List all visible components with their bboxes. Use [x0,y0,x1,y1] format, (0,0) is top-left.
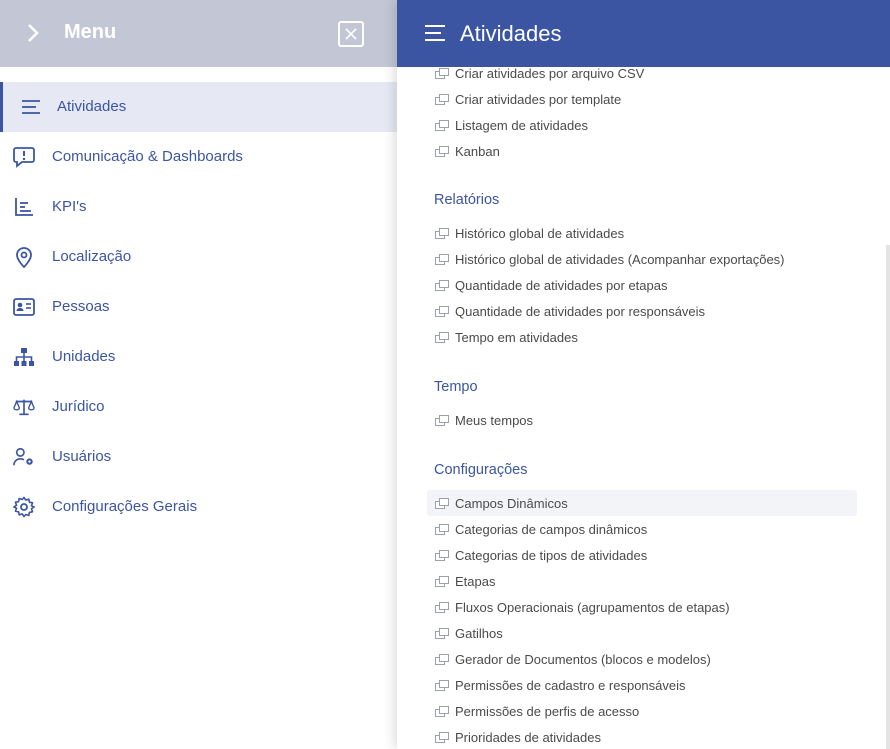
menu-item-label: Pessoas [52,298,110,315]
external-link-icon [435,576,448,586]
external-link-icon [435,94,448,104]
activities-panel [397,0,890,749]
menu-item-label: KPI's [52,198,87,215]
user-settings-icon [13,446,35,468]
id-card-icon [13,296,35,318]
link-item[interactable]: Prioridades de atividades [427,724,857,749]
external-link-icon [435,550,448,560]
link-item[interactable]: Histórico global de atividades (Acompanhar exportações) [427,246,857,272]
menu-item-configuracoes-gerais[interactable] [0,482,397,532]
panel-header [397,0,890,67]
link-item[interactable]: Gerador de Documentos (blocos e modelos) [427,646,857,672]
external-link-icon [435,654,448,664]
link-item[interactable]: Categorias de tipos de atividades [427,542,857,568]
link-item[interactable]: Fluxos Operacionais (agrupamentos de etapas) [427,594,857,620]
section-title-tempo: Tempo [434,379,478,395]
link-item[interactable]: Gatilhos [427,620,857,646]
hierarchy-icon [13,346,35,368]
external-link-icon [435,146,448,156]
menu-item-unidades[interactable] [0,332,397,382]
close-button[interactable] [338,21,364,47]
link-listagem[interactable]: Listagem de atividades [427,112,857,138]
external-link-icon [435,602,448,612]
menu-item-label: Atividades [57,98,127,115]
external-link-icon [435,68,448,78]
menu-list [0,82,397,532]
menu-header [0,0,397,67]
external-link-icon [435,415,448,425]
menu-item-atividades[interactable] [0,82,397,132]
menu-item-label: Unidades [52,348,116,365]
external-link-icon [435,524,448,534]
external-link-icon [435,732,448,742]
link-item[interactable]: Tempo em atividades [427,324,857,350]
menu-item-usuarios[interactable] [0,432,397,482]
menu-item-juridico[interactable] [0,382,397,432]
menu-item-label: Configurações Gerais [52,498,198,515]
menu-item-localizacao[interactable] [0,232,397,282]
link-item[interactable]: Quantidade de atividades por etapas [427,272,857,298]
section-title-relatorios: Relatórios [434,192,500,208]
menu-title: Menu [64,21,117,43]
link-criar-template[interactable]: Criar atividades por template [427,86,857,112]
link-kanban[interactable]: Kanban [427,138,857,164]
close-icon [344,27,358,41]
external-link-icon [435,706,448,716]
chevron-right-icon[interactable] [22,20,44,46]
menu-item-pessoas[interactable] [0,282,397,332]
link-item[interactable]: Campos Dinâmicos [427,490,857,516]
bar-chart-icon [13,196,35,218]
link-item[interactable]: Meus tempos [427,407,857,433]
message-alert-icon [13,146,35,168]
menu-item-label: Jurídico [52,398,105,415]
scrollbar[interactable] [886,245,890,749]
scales-icon [13,396,35,418]
external-link-icon [435,498,448,508]
menu-item-label: Comunicação & Dashboards [52,148,243,165]
external-link-icon [435,332,448,342]
external-link-icon [435,628,448,638]
external-link-icon [435,306,448,316]
hamburger-icon[interactable] [425,24,445,42]
link-criar-csv[interactable]: Criar atividades por arquivo CSV [427,67,857,86]
external-link-icon [435,120,448,130]
external-link-icon [435,280,448,290]
link-item[interactable]: Categorias de campos dinâmicos [427,516,857,542]
gear-icon [13,496,35,518]
external-link-icon [435,254,448,264]
link-item[interactable]: Histórico global de atividades [427,220,857,246]
menu-item-comunicacao[interactable] [0,132,397,182]
menu-item-kpis[interactable] [0,182,397,232]
link-item[interactable]: Permissões de cadastro e responsáveis [427,672,857,698]
external-link-icon [435,228,448,238]
panel-body [397,67,890,749]
link-item[interactable]: Quantidade de atividades por responsáveis [427,298,857,324]
map-pin-icon [13,246,35,268]
panel-title: Atividades [460,21,562,46]
menu-item-label: Localização [52,248,132,265]
menu-item-label: Usuários [52,448,112,465]
side-menu [0,0,397,749]
link-item[interactable]: Permissões de perfis de acesso [427,698,857,724]
link-item[interactable]: Etapas [427,568,857,594]
external-link-icon [435,680,448,690]
list-icon [20,96,42,118]
section-title-configuracoes: Configurações [434,462,528,478]
